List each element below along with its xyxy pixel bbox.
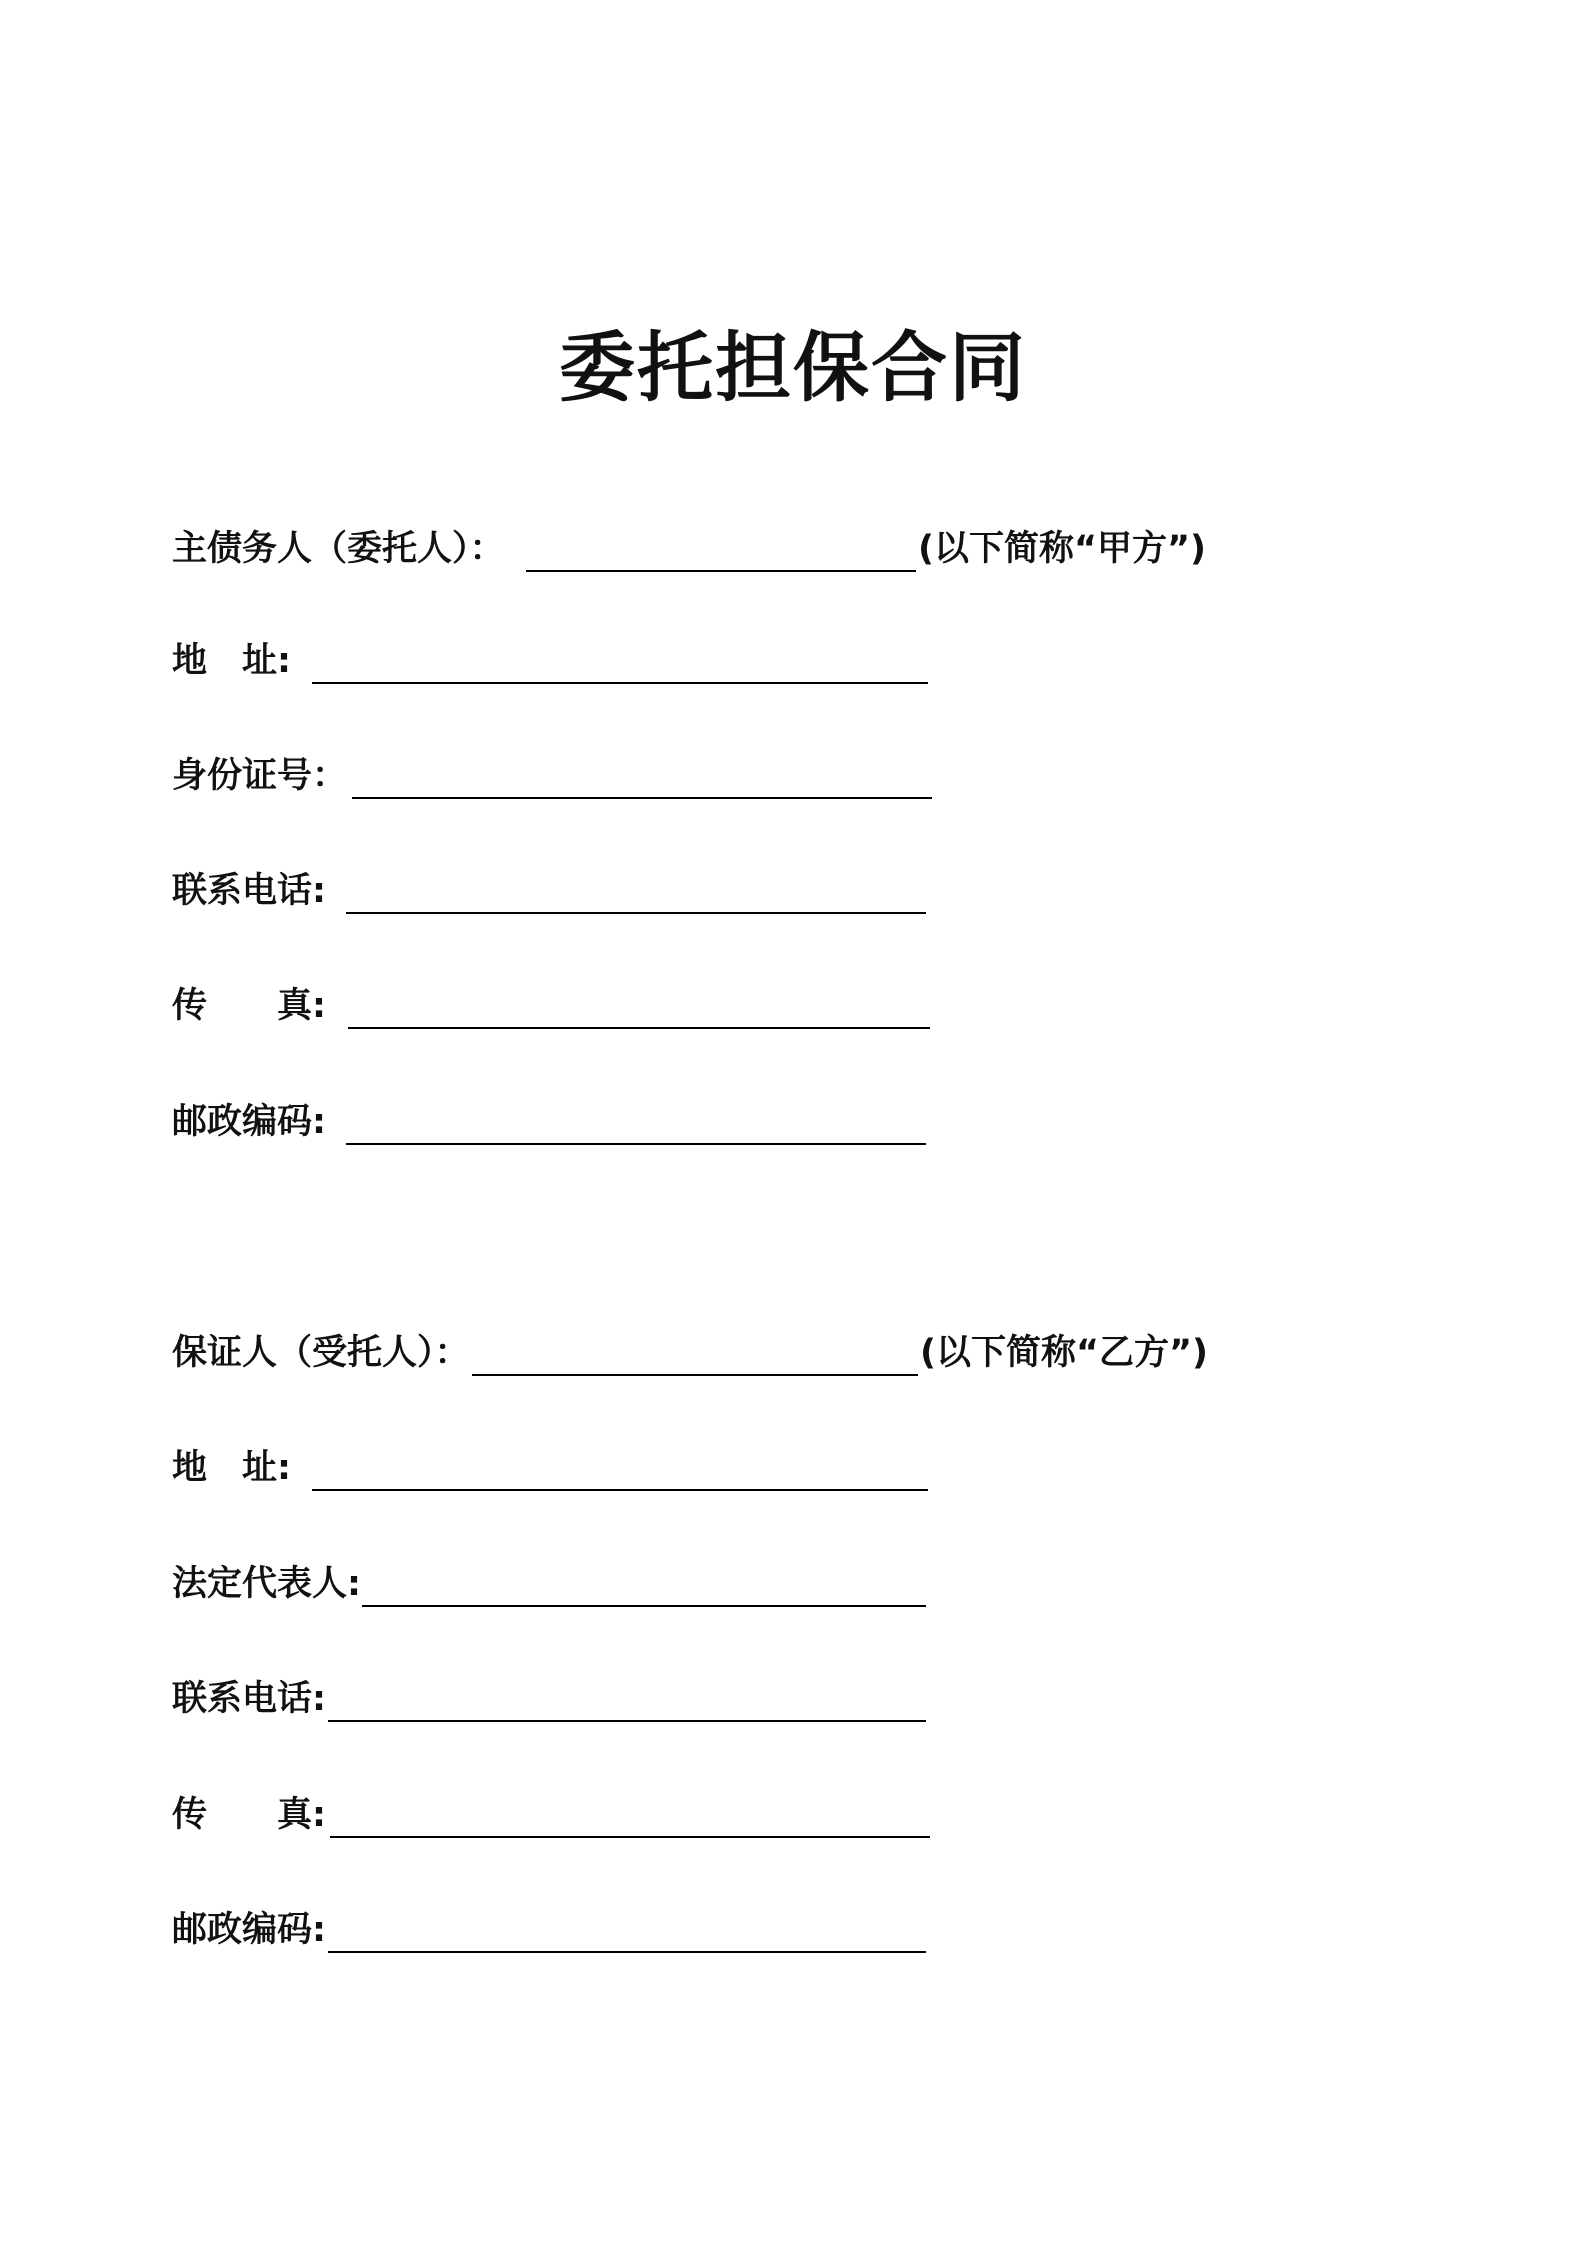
party-a-id-field[interactable] — [352, 797, 932, 799]
party-b-fax-field[interactable] — [330, 1836, 930, 1838]
party-b-rep-label: 法定代表人: — [172, 1564, 361, 1604]
party-b-postcode-label: 邮政编码: — [172, 1910, 326, 1950]
party-b-name-suffix: (以下简称“乙方”) — [920, 1333, 1208, 1373]
party-a-phone-field[interactable] — [346, 912, 926, 914]
party-a-postcode-label: 邮政编码: — [172, 1102, 326, 1142]
party-a-fax-label: 传 真: — [172, 986, 326, 1026]
party-a-id-label: 身份证号： — [172, 756, 348, 796]
party-b-phone-field[interactable] — [328, 1720, 926, 1722]
party-a-address-field[interactable] — [312, 682, 928, 684]
party-b-name-field[interactable] — [472, 1374, 918, 1376]
party-b-fax-label: 传 真: — [172, 1795, 326, 1835]
party-a-name-field[interactable] — [526, 570, 916, 572]
party-a-name-suffix: (以下简称“甲方”) — [918, 529, 1206, 569]
party-a-fax-field[interactable] — [348, 1027, 930, 1029]
contract-title: 委托担保合同 — [559, 323, 1027, 412]
party-b-address-field[interactable] — [312, 1489, 928, 1491]
party-b-address-label: 地 址: — [172, 1448, 291, 1488]
party-b-phone-label: 联系电话: — [172, 1679, 326, 1719]
party-b-postcode-field[interactable] — [328, 1951, 926, 1953]
party-a-address-label: 地 址: — [172, 641, 291, 681]
party-a-postcode-field[interactable] — [346, 1143, 926, 1145]
party-b-rep-field[interactable] — [362, 1605, 926, 1607]
party-b-name-label: 保证人（受托人）： — [172, 1333, 470, 1373]
party-a-phone-label: 联系电话: — [172, 871, 326, 911]
party-a-name-label: 主债务人（委托人）： — [172, 529, 505, 569]
